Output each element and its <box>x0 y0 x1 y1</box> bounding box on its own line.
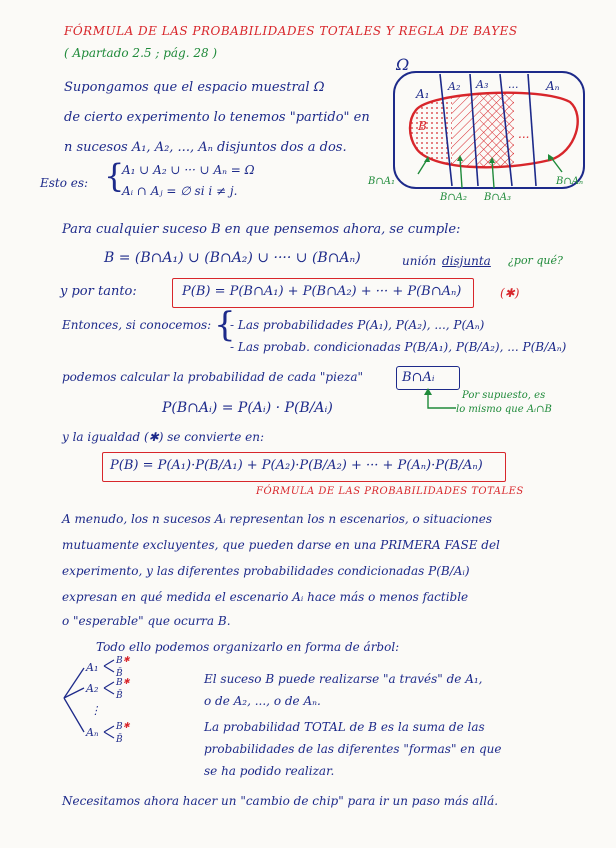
entonces-label: Entonces, si conocemos: <box>62 318 212 332</box>
podemos-line: podemos calcular la probabilidad de cada "pieza" <box>62 370 364 384</box>
diagram-A2: A₂ <box>448 80 461 93</box>
tree-B-2: B <box>116 678 123 688</box>
total-sum-equation: P(B) = P(B∩A₁) + P(B∩A₂) + ··· + P(B∩Aₙ) <box>182 284 462 299</box>
label-B-cap-An: B∩Aₙ <box>556 176 584 187</box>
para4-line-3: experimento, y las diferentes probabilidades condicionadas P(B/Aᵢ) <box>62 564 470 578</box>
tree-An: Aₙ <box>86 726 99 739</box>
label-B-cap-A2: B∩A₂ <box>440 192 467 203</box>
intro-line-2: de cierto experimento lo tenemos "partido" en <box>64 110 370 125</box>
page-title: FÓRMULA DE LAS PROBABILIDADES TOTALES Y REGLA DE BAYES <box>64 24 518 38</box>
bullet-probabilities: - Las probabilidades P(A₁), P(A₂), ..., P(Aₙ) <box>230 318 485 332</box>
tree-intro: Todo ello podemos organizarlo en forma de árbol: <box>96 640 400 654</box>
page-subtitle: ( Apartado 2.5 ; pág. 28 ) <box>64 46 218 60</box>
tree-B-n: B <box>116 722 123 732</box>
tree-Bbar-n: B̄ <box>116 735 123 745</box>
piece-formula: P(B∩Aᵢ) = P(Aᵢ) · P(B/Aᵢ) <box>162 400 333 416</box>
diagram-A1: A₁ <box>416 87 430 101</box>
tree-text-1: El suceso B puede realizarse "a través" de A₁, <box>204 672 483 686</box>
tree-Bbar-2: B̄ <box>116 691 123 701</box>
para4-line-4: expresan en qué medida el escenario Aᵢ hace más o menos factible <box>62 590 469 604</box>
total-probability-label: FÓRMULA DE LAS PROBABILIDADES TOTALES <box>256 486 524 497</box>
diagram-B: B <box>418 119 427 133</box>
tree-Bbar-1: B̄ <box>116 669 123 679</box>
diagram-ellipsis: ... <box>518 127 530 141</box>
note-arrow <box>418 388 458 418</box>
y-por-tanto: y por tanto: <box>60 284 137 299</box>
tree-A2: A₂ <box>86 682 99 695</box>
label-B-cap-A1: B∩A₁ <box>368 176 395 187</box>
esto-es-label: Esto es: <box>40 176 89 190</box>
left-brace: { <box>104 157 125 195</box>
diagram-A3: A₃ <box>476 78 489 91</box>
note-line-1: Por supuesto, es <box>462 390 546 401</box>
para2-line-1: Para cualquier suceso B en que pensemos ahora, se cumple: <box>62 222 461 237</box>
star-marker: (✱) <box>500 286 520 300</box>
tree-text-3: La probabilidad TOTAL de B es la suma de las <box>204 720 485 734</box>
disjunta-word: disjunta <box>442 254 491 268</box>
tree-star-1: ✱ <box>123 655 130 664</box>
note-line-2: lo mismo que Aᵢ∩B <box>456 404 552 415</box>
porque-note: ¿por qué? <box>508 254 563 267</box>
para4-line-5: o "esperable" que ocurra B. <box>62 614 231 628</box>
tree-B-1: B <box>116 656 123 666</box>
tree-vdots: ⋮ <box>90 704 101 717</box>
disjoint-equation: Aᵢ ∩ Aⱼ = ∅ si i ≠ j. <box>122 184 238 198</box>
tree-text-4: probabilidades de las diferentes "formas" en que <box>204 742 502 756</box>
tree-star-2: ✱ <box>123 677 130 686</box>
diagram-dots: ... <box>508 78 519 91</box>
bullet-conditionals: - Las probab. condicionadas P(B/A₁), P(B/A₂), ... P(B/Aₙ) <box>230 340 567 354</box>
igualdad-line: y la igualdad (✱) se convierte en: <box>62 430 265 444</box>
omega-label: Ω <box>396 56 410 74</box>
partition-equation: B = (B∩A₁) ∪ (B∩A₂) ∪ ···· ∪ (B∩Aₙ) <box>104 250 361 266</box>
para4-line-1: A menudo, los n sucesos Aᵢ representan los n escenarios, o situaciones <box>62 512 492 526</box>
tree-text-5: se ha podido realizar. <box>204 764 335 778</box>
intro-line-3: n sucesos A₁, A₂, ..., Aₙ disjuntos dos a dos. <box>64 140 347 155</box>
conditions-brace: { <box>214 305 236 345</box>
tree-A1: A₁ <box>86 661 99 674</box>
para4-line-2: mutuamente excluyentes, que pueden darse en una PRIMERA FASE del <box>62 538 500 552</box>
union-equation: A₁ ∪ A₂ ∪ ··· ∪ Aₙ = Ω <box>122 163 255 177</box>
tree-text-2: o de A₂, ..., o de Aₙ. <box>204 694 321 708</box>
total-probability-formula: P(B) = P(A₁)·P(B/A₁) + P(A₂)·P(B/A₂) + ··· + P(Aₙ)·P(B/Aₙ) <box>110 458 483 473</box>
pieza-label: B∩Aᵢ <box>402 370 435 385</box>
probability-tree <box>58 654 168 754</box>
intro-line-1: Supongamos que el espacio muestral Ω <box>64 80 325 95</box>
union-word: unión <box>402 254 437 268</box>
label-B-cap-A3: B∩A₃ <box>484 192 511 203</box>
tree-star-n: ✱ <box>123 721 130 730</box>
diagram-An: Aₙ <box>546 79 560 93</box>
final-line: Necesitamos ahora hacer un "cambio de chip" para ir un paso más allá. <box>62 794 499 808</box>
